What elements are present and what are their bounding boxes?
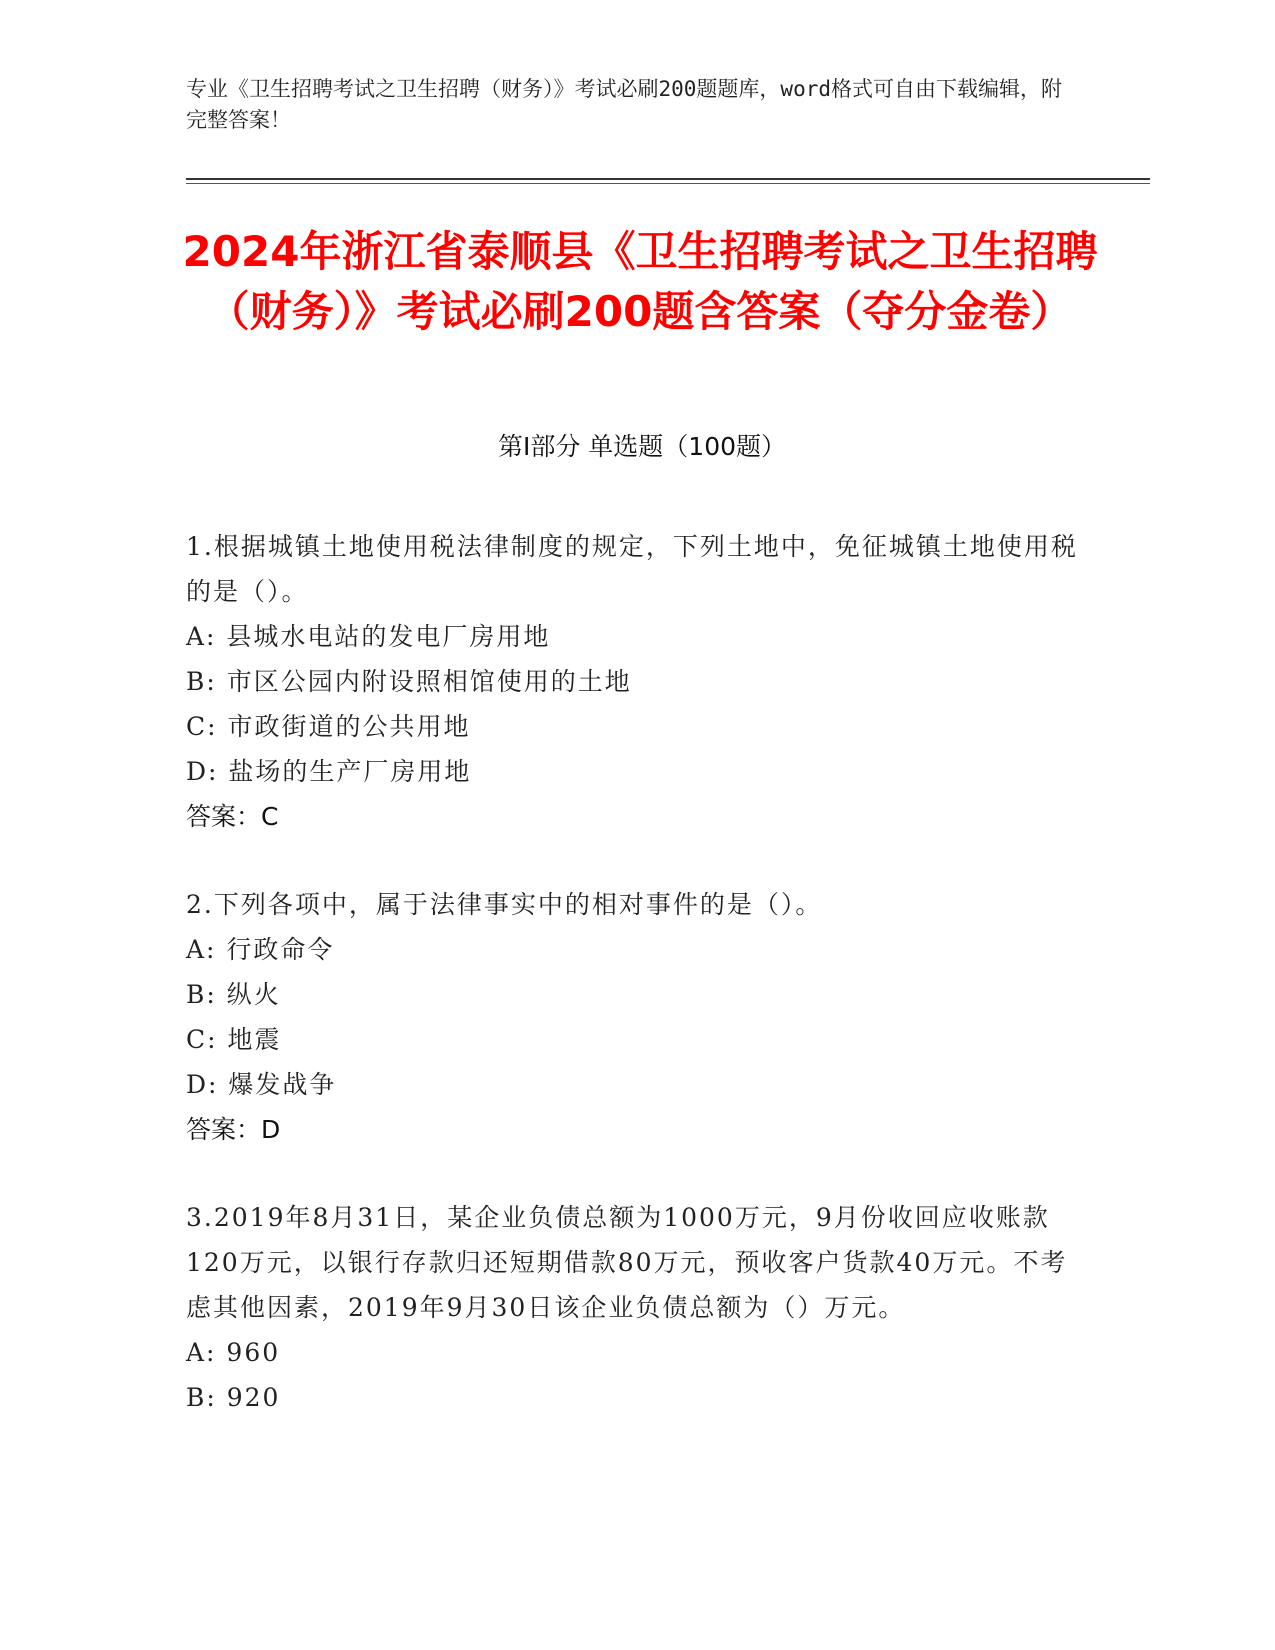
question-spacer bbox=[186, 839, 1086, 882]
question-text: 2.下列各项中，属于法律事实中的相对事件的是（）。 bbox=[186, 890, 823, 919]
question-spacer bbox=[186, 1152, 1086, 1195]
section-title: 第I部分 单选题（100题） bbox=[497, 432, 787, 461]
option-a: A: 县城水电站的发电厂房用地 bbox=[186, 622, 551, 651]
option-c: C: 市政街道的公共用地 bbox=[186, 712, 471, 741]
option-a: A: 行政命令 bbox=[186, 935, 335, 964]
option-a: A: 960 bbox=[186, 1338, 281, 1367]
option-b: B: 市区公园内附设照相馆使用的土地 bbox=[186, 667, 632, 696]
question-2 bbox=[186, 882, 1086, 1152]
header-note: 专业《卫生招聘考试之卫生招聘（财务）》考试必刷200题题库，word格式可自由下载编辑，附完整答案！ bbox=[186, 77, 1062, 132]
answer-line: 答案：D bbox=[186, 1115, 281, 1144]
option-d: D: 爆发战争 bbox=[186, 1070, 337, 1099]
option-d: D: 盐场的生产厂房用地 bbox=[186, 757, 472, 786]
question-3 bbox=[186, 1195, 1086, 1420]
header-divider-thick bbox=[186, 178, 1150, 180]
question-text: 1.根据城镇土地使用税法律制度的规定，下列土地中，免征城镇土地使用税的是（）。 bbox=[186, 532, 1078, 606]
document-title: 2024年浙江省泰顺县《卫生招聘考试之卫生招聘（财务）》考试必刷200题含答案（夺分金卷） bbox=[182, 227, 1098, 336]
answer-line: 答案：C bbox=[186, 802, 279, 831]
question-text: 3.2019年8月31日，某企业负债总额为1000万元，9月份收回应收账款120万元，以银行存款归还短期借款80万元，预收客户货款40万元。不考虑其他因素，2019年9月30日该企业负债总额为（）万元。 bbox=[186, 1203, 1068, 1322]
header-divider-thin bbox=[186, 183, 1150, 184]
option-b: B: 920 bbox=[186, 1383, 281, 1412]
option-b: B: 纵火 bbox=[186, 980, 281, 1009]
option-c: C: 地震 bbox=[186, 1025, 282, 1054]
question-list bbox=[186, 524, 1086, 1420]
question-1 bbox=[186, 524, 1086, 839]
